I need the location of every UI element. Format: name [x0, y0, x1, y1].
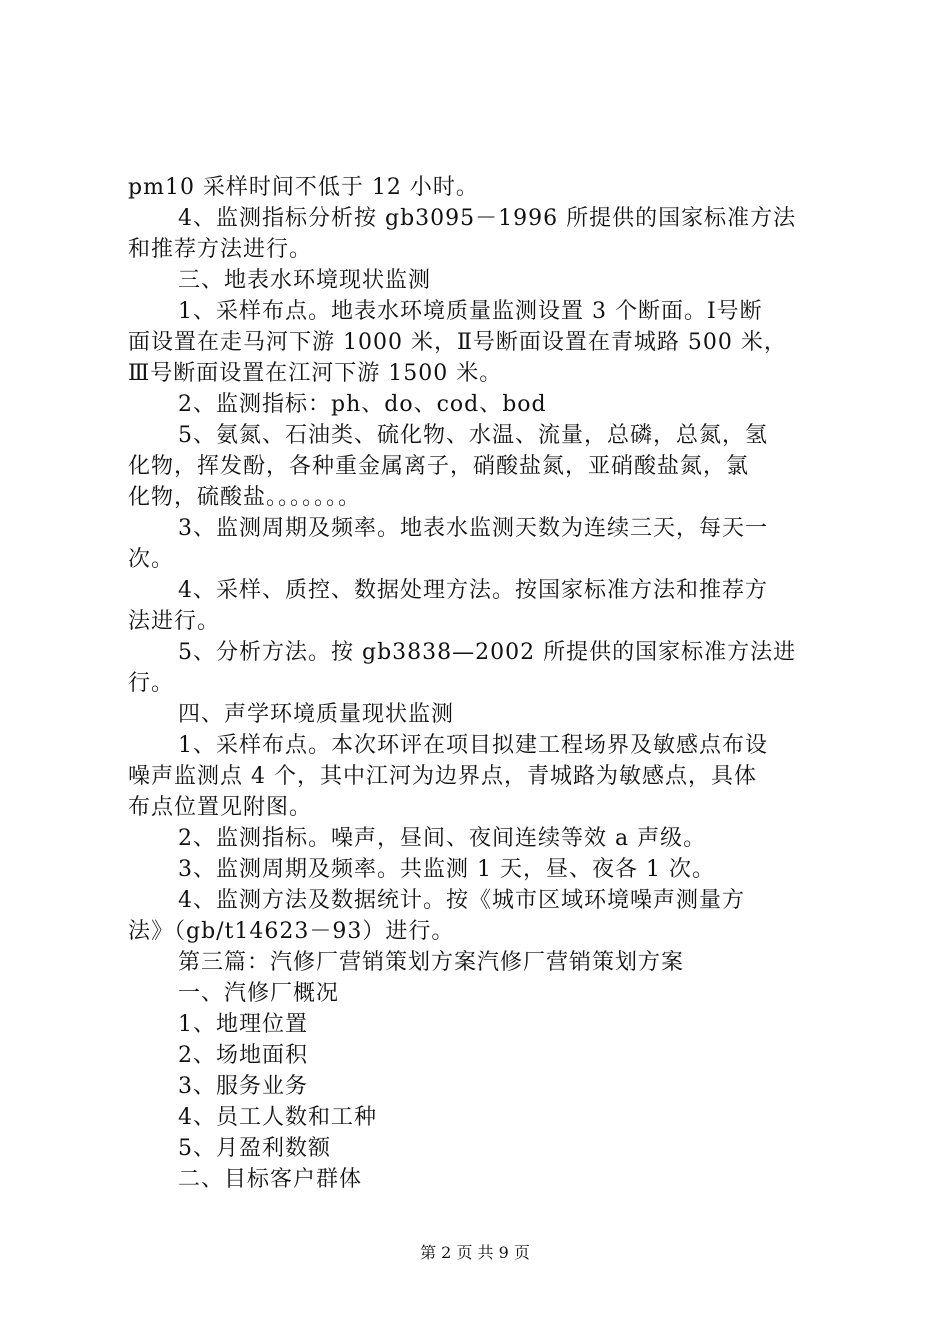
text-line: 1、采样布点。本次环评在项目拟建工程场界及敏感点布设 [178, 733, 768, 758]
text-line: 三、地表水环境现状监测 [178, 268, 432, 293]
document-body [128, 172, 832, 1195]
text-line: 1、采样布点。地表水环境质量监测设置 3 个断面。Ⅰ号断 [178, 299, 763, 324]
text-line: 4、监测指标分析按 gb3095－1996 所提供的国家标准方法 [178, 206, 797, 231]
text-line: 化物，挥发酚，各种重金属离子，硝酸盐氮，亚硝酸盐氮，氯 [128, 454, 750, 479]
text-line: 5、氨氮、石油类、硫化物、水温、流量，总磷，总氮，氢 [178, 423, 768, 448]
text-line: 5、月盈利数额 [178, 1136, 331, 1161]
page-footer: 第 2 页 共 9 页 [420, 1243, 530, 1262]
text-line: 法》（gb/t14623－93）进行。 [128, 919, 455, 944]
text-line: 布点位置见附图。 [128, 795, 313, 820]
text-line: 化物，硫酸盐。。。。。。。 [128, 485, 362, 510]
text-line: 4、监测方法及数据统计。按《城市区域环境噪声测量方 [178, 888, 745, 913]
text-line: 面设置在走马河下游 1000 米，Ⅱ号断面设置在青城路 500 米， [128, 330, 787, 355]
text-line: 1、地理位置 [178, 1012, 308, 1037]
text-line: 四、声学环境质量现状监测 [178, 702, 455, 727]
text-line: 3、监测周期及频率。共监测 1 天，昼、夜各 1 次。 [178, 857, 715, 882]
text-line: 4、采样、质控、数据处理方法。按国家标准方法和推荐方 [178, 578, 768, 603]
text-line: 和推荐方法进行。 [128, 237, 313, 262]
text-line: 3、监测周期及频率。地表水监测天数为连续三天，每天一 [178, 516, 768, 541]
text-line: 行。 [128, 671, 175, 696]
text-line: Ⅲ号断面设置在江河下游 1500 米。 [128, 361, 503, 386]
text-line: 5、分析方法。按 gb3838—2002 所提供的国家标准方法进 [178, 640, 797, 665]
text-line: pm10 采样时间不低于 12 小时。 [128, 175, 479, 200]
text-line: 4、员工人数和工种 [178, 1105, 377, 1130]
text-line: 噪声监测点 4 个，其中江河为边界点，青城路为敏感点，具体 [128, 764, 757, 789]
text-line: 法进行。 [128, 609, 221, 634]
text-line: 第三篇：汽修厂营销策划方案汽修厂营销策划方案 [178, 950, 685, 975]
text-line: 次。 [128, 547, 175, 572]
text-line: 2、监测指标：ph、do、cod、bod [178, 392, 547, 417]
text-line: 2、监测指标。噪声，昼间、夜间连续等效 a 声级。 [178, 826, 707, 851]
text-line: 二、目标客户群体 [178, 1167, 363, 1192]
text-line: 3、服务业务 [178, 1074, 308, 1099]
text-line: 一、汽修厂概况 [178, 981, 340, 1006]
text-line: 2、场地面积 [178, 1043, 308, 1068]
